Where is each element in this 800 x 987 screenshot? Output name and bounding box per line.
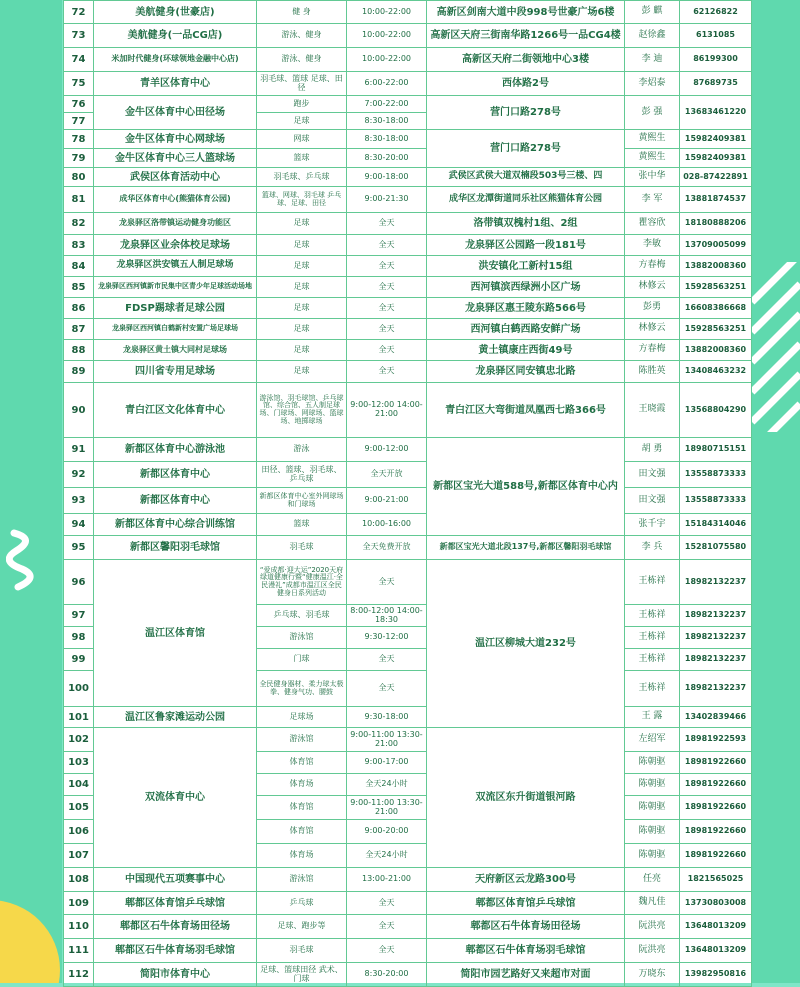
table-row — [64, 149, 752, 168]
row-number: 95 — [64, 536, 94, 560]
venue-address: 新都区宝光大道588号,新都区体育中心内 — [427, 438, 625, 536]
table-row — [64, 1, 752, 24]
row-number: 107 — [64, 844, 94, 868]
table-row — [64, 560, 752, 605]
venue-name: 青羊区体育中心 — [94, 72, 257, 96]
table-row — [64, 72, 752, 96]
open-time: 全天 — [347, 277, 427, 298]
open-time: 9:00-20:00 — [347, 820, 427, 844]
contact-person: 胡 勇 — [625, 438, 680, 462]
contact-phone: 15928563251 — [680, 277, 752, 298]
open-time: 8:30-18:00 — [347, 113, 427, 130]
venue-address: 西体路2号 — [427, 72, 625, 96]
table-row — [64, 514, 752, 536]
venue-project: 游泳馆、羽毛球馆、乒乓球馆、综合馆、五人制足球场、门球场、网球场、篮球场、地掷球场 — [257, 383, 347, 438]
contact-phone: 13648013209 — [680, 915, 752, 939]
venue-address: 双流区东升街道银河路 — [427, 728, 625, 868]
venue-table-sheet — [63, 0, 751, 983]
open-time: 9:00-12:00 14:00-21:00 — [347, 383, 427, 438]
contact-phone: 13558873333 — [680, 462, 752, 488]
open-time: 10:00-22:00 — [347, 48, 427, 72]
contact-person: 彭勇 — [625, 298, 680, 319]
row-number: 74 — [64, 48, 94, 72]
open-time: 8:30-20:00 — [347, 963, 427, 987]
venue-name: 美航健身(世豪店) — [94, 1, 257, 24]
contact-person: 陈朝驱 — [625, 820, 680, 844]
contact-person: 李敏 — [625, 235, 680, 256]
row-number: 105 — [64, 796, 94, 820]
row-number: 81 — [64, 187, 94, 213]
venue-project: 足球 — [257, 361, 347, 383]
contact-phone: 18981922660 — [680, 844, 752, 868]
contact-person: 彭 强 — [625, 96, 680, 130]
contact-person: 陈胜英 — [625, 361, 680, 383]
row-number: 92 — [64, 462, 94, 488]
table-row — [64, 340, 752, 361]
venue-address: 龙泉驿区同安镇忠北路 — [427, 361, 625, 383]
contact-phone: 13982950816 — [680, 963, 752, 987]
contact-phone: 18981922660 — [680, 796, 752, 820]
open-time: 9:00-12:00 — [347, 438, 427, 462]
venue-project: 乒乓球、羽毛球 — [257, 605, 347, 627]
venue-address: 天府新区云龙路300号 — [427, 868, 625, 892]
row-number: 103 — [64, 752, 94, 774]
row-number: 84 — [64, 256, 94, 277]
table-row — [64, 48, 752, 72]
open-time: 全天 — [347, 319, 427, 340]
row-number: 106 — [64, 820, 94, 844]
venue-project: 足球 — [257, 298, 347, 319]
venue-project: 足球场 — [257, 707, 347, 728]
row-number: 104 — [64, 774, 94, 796]
venue-project: 足球 — [257, 113, 347, 130]
contact-phone: 16608386668 — [680, 298, 752, 319]
contact-person: 瞿容欣 — [625, 213, 680, 235]
table-row — [64, 488, 752, 514]
contact-phone: 18982132237 — [680, 649, 752, 671]
venue-name: 新都区体育中心 — [94, 488, 257, 514]
contact-phone: 1821565025 — [680, 868, 752, 892]
contact-person: 王晓霞 — [625, 383, 680, 438]
open-time: 全天 — [347, 671, 427, 707]
contact-person: 陈朝驱 — [625, 796, 680, 820]
venue-project: 足球 — [257, 319, 347, 340]
table-row — [64, 892, 752, 915]
venue-project: 游泳、健身 — [257, 24, 347, 48]
venue-project: 全民健身器材、柔力球太极拳、健身气功、腰鼓 — [257, 671, 347, 707]
open-time: 13:00-21:00 — [347, 868, 427, 892]
row-number: 90 — [64, 383, 94, 438]
row-number: 87 — [64, 319, 94, 340]
contact-phone: 13881874537 — [680, 187, 752, 213]
table-row — [64, 213, 752, 235]
table-row — [64, 235, 752, 256]
contact-phone: 18982132237 — [680, 671, 752, 707]
venue-project: 体育场 — [257, 774, 347, 796]
venue-name: 米加时代健身(环球领地金融中心店) — [94, 48, 257, 72]
contact-phone: 18981922660 — [680, 774, 752, 796]
contact-person: 赵徐鑫 — [625, 24, 680, 48]
contact-person: 李 兵 — [625, 536, 680, 560]
open-time: 全天开放 — [347, 462, 427, 488]
row-number: 77 — [64, 113, 94, 130]
venue-address: 西河镇白鹤西路安鲜广场 — [427, 319, 625, 340]
row-number: 79 — [64, 149, 94, 168]
table-row — [64, 187, 752, 213]
open-time: 8:00-12:00 14:00-18:30 — [347, 605, 427, 627]
contact-person: 左绍军 — [625, 728, 680, 752]
contact-person: 张千宇 — [625, 514, 680, 536]
row-number: 94 — [64, 514, 94, 536]
venue-project: 足球 — [257, 235, 347, 256]
venue-address: 洪安镇化工新村15组 — [427, 256, 625, 277]
row-number: 82 — [64, 213, 94, 235]
contact-person: 田文强 — [625, 462, 680, 488]
open-time: 10:00-22:00 — [347, 1, 427, 24]
venue-name: 新都区体育中心综合训练馆 — [94, 514, 257, 536]
row-number: 102 — [64, 728, 94, 752]
venue-project: 体育馆 — [257, 820, 347, 844]
row-number: 80 — [64, 168, 94, 187]
row-number: 101 — [64, 707, 94, 728]
open-time: 全天 — [347, 915, 427, 939]
contact-person: 陈朝驱 — [625, 752, 680, 774]
open-time: 全天24小时 — [347, 844, 427, 868]
contact-person: 李 迪 — [625, 48, 680, 72]
contact-person: 阮洪亮 — [625, 939, 680, 963]
venue-project: 游泳 — [257, 438, 347, 462]
venue-address: 青白江区大弯街道凤凰西七路366号 — [427, 383, 625, 438]
venue-project: 足球、跑步等 — [257, 915, 347, 939]
venue-name: 龙泉驿区黄土镇大同村足球场 — [94, 340, 257, 361]
row-number: 110 — [64, 915, 94, 939]
contact-phone: 13568804290 — [680, 383, 752, 438]
venue-project: 游泳馆 — [257, 728, 347, 752]
contact-person: 方春梅 — [625, 340, 680, 361]
open-time: 9:00-21:00 — [347, 488, 427, 514]
open-time: 全天24小时 — [347, 774, 427, 796]
venue-address: 郫都区石牛体育场田径场 — [427, 915, 625, 939]
open-time: 全天免费开放 — [347, 536, 427, 560]
contact-person: 李 军 — [625, 187, 680, 213]
venue-project: 篮球 — [257, 514, 347, 536]
venue-project: 足球 — [257, 256, 347, 277]
contact-person: 方春梅 — [625, 256, 680, 277]
contact-person: 王栋祥 — [625, 627, 680, 649]
open-time: 9:00-11:00 13:30-21:00 — [347, 796, 427, 820]
venue-address: 营门口路278号 — [427, 130, 625, 168]
venue-project: “爱成都·迎大运”2020天府绿道健康行暨“健康温江·全民漫礼”成都市温江区全民健身日系列活动 — [257, 560, 347, 605]
contact-phone: 18981922593 — [680, 728, 752, 752]
table-row — [64, 130, 752, 149]
venue-name: 中国现代五项赛事中心 — [94, 868, 257, 892]
contact-person: 彭 麒 — [625, 1, 680, 24]
venue-address: 武侯区武侯大道双楠段503号三楼、四 — [427, 168, 625, 187]
contact-phone: 13730803008 — [680, 892, 752, 915]
venue-name: 金牛区体育中心田径场 — [94, 96, 257, 130]
venue-name: 武侯区体育活动中心 — [94, 168, 257, 187]
open-time: 9:30-12:00 — [347, 627, 427, 649]
venue-name: 郫都区石牛体育场田径场 — [94, 915, 257, 939]
contact-person: 王栋祥 — [625, 560, 680, 605]
open-time: 全天 — [347, 939, 427, 963]
venue-address: 新都区宝光大道北段137号,新都区馨阳羽毛球馆 — [427, 536, 625, 560]
venue-name: 龙泉驿区西河镇新市民集中区青少年足球活动场地 — [94, 277, 257, 298]
open-time: 全天 — [347, 649, 427, 671]
row-number: 83 — [64, 235, 94, 256]
venue-project: 羽毛球 — [257, 939, 347, 963]
contact-person: 阮洪亮 — [625, 915, 680, 939]
open-time: 8:30-18:00 — [347, 130, 427, 149]
venue-name: 龙泉驿区西河镇白鹤新村安置广场足球场 — [94, 319, 257, 340]
venue-name: 四川省专用足球场 — [94, 361, 257, 383]
venue-project: 篮球 — [257, 149, 347, 168]
venue-project: 体育馆 — [257, 796, 347, 820]
table-row — [64, 462, 752, 488]
venue-name: 新都区体育中心游泳池 — [94, 438, 257, 462]
yellow-corner-decoration-icon — [0, 830, 70, 983]
contact-phone: 18981922660 — [680, 820, 752, 844]
open-time: 全天 — [347, 256, 427, 277]
venue-name: 温江区体育馆 — [94, 560, 257, 707]
venue-name: 双流体育中心 — [94, 728, 257, 868]
contact-phone: 62126822 — [680, 1, 752, 24]
contact-phone: 18980715151 — [680, 438, 752, 462]
row-number: 108 — [64, 868, 94, 892]
contact-phone: 18982132237 — [680, 560, 752, 605]
contact-phone: 13408463232 — [680, 361, 752, 383]
table-row — [64, 361, 752, 383]
squiggle-decoration-icon — [6, 525, 46, 595]
venue-address: 成华区龙潭街道同乐社区熊猫体育公园 — [427, 187, 625, 213]
venue-project: 田径、篮球、羽毛球、乒乓球 — [257, 462, 347, 488]
venue-project: 游泳馆 — [257, 627, 347, 649]
row-number: 73 — [64, 24, 94, 48]
row-number: 89 — [64, 361, 94, 383]
contact-person: 陈朝驱 — [625, 844, 680, 868]
row-number: 86 — [64, 298, 94, 319]
right-decorative-band — [752, 0, 800, 983]
venue-name: 金牛区体育中心三人篮球场 — [94, 149, 257, 168]
venue-name: 龙泉驿区洛带镇运动健身功能区 — [94, 213, 257, 235]
venue-project: 足球 — [257, 340, 347, 361]
venue-project: 网球 — [257, 130, 347, 149]
venue-name: 简阳市体育中心 — [94, 963, 257, 987]
row-number: 75 — [64, 72, 94, 96]
contact-person: 王栋祥 — [625, 649, 680, 671]
row-number: 100 — [64, 671, 94, 707]
venue-name: 龙泉驿区洪安镇五人制足球场 — [94, 256, 257, 277]
table-row — [64, 438, 752, 462]
row-number: 112 — [64, 963, 94, 987]
venue-name: 温江区鲁家滩运动公园 — [94, 707, 257, 728]
venue-address: 龙泉驿区公园路一段181号 — [427, 235, 625, 256]
open-time: 6:00-22:00 — [347, 72, 427, 96]
contact-phone: 15281075580 — [680, 536, 752, 560]
venue-project: 门球 — [257, 649, 347, 671]
contact-person: 万晓东 — [625, 963, 680, 987]
contact-phone: 18982132237 — [680, 627, 752, 649]
open-time: 全天 — [347, 892, 427, 915]
contact-phone: 15928563251 — [680, 319, 752, 340]
venue-project: 羽毛球、篮球 足球、田径 — [257, 72, 347, 96]
table-row — [64, 319, 752, 340]
venue-name: 成华区体育中心(熊猫体育公园) — [94, 187, 257, 213]
contact-phone: 6131085 — [680, 24, 752, 48]
stripes-decoration-icon — [752, 262, 800, 432]
venue-project: 篮球、网球、羽毛球 乒乓球、足球、田径 — [257, 187, 347, 213]
venue-address: 高新区天府二街领地中心3楼 — [427, 48, 625, 72]
venue-project: 健 身 — [257, 1, 347, 24]
row-number: 91 — [64, 438, 94, 462]
contact-phone: 87689735 — [680, 72, 752, 96]
table-row — [64, 728, 752, 752]
contact-phone: 18180888206 — [680, 213, 752, 235]
contact-phone: 028-87422891 — [680, 168, 752, 187]
venue-address: 高新区剑南大道中段998号世豪广场6楼 — [427, 1, 625, 24]
contact-phone: 13882008360 — [680, 256, 752, 277]
row-number: 72 — [64, 1, 94, 24]
venue-name: 龙泉驿区业余体校足球场 — [94, 235, 257, 256]
row-number: 85 — [64, 277, 94, 298]
open-time: 全天 — [347, 361, 427, 383]
venue-project: 游泳、健身 — [257, 48, 347, 72]
venue-project: 体育馆 — [257, 752, 347, 774]
row-number: 97 — [64, 605, 94, 627]
venue-address: 龙泉驿区惠王陵东路566号 — [427, 298, 625, 319]
open-time: 全天 — [347, 235, 427, 256]
contact-phone: 13648013209 — [680, 939, 752, 963]
row-number: 78 — [64, 130, 94, 149]
row-number: 96 — [64, 560, 94, 605]
open-time: 10:00-22:00 — [347, 24, 427, 48]
contact-person: 王栋祥 — [625, 671, 680, 707]
venue-table — [63, 0, 752, 987]
venue-address: 黄土镇康庄西街49号 — [427, 340, 625, 361]
venue-name: 美航健身(一品CG店) — [94, 24, 257, 48]
venue-address: 郫都区体育馆乒乓球馆 — [427, 892, 625, 915]
table-row — [64, 24, 752, 48]
contact-person: 黄熙生 — [625, 149, 680, 168]
venue-address: 郫都区石牛体育场羽毛球馆 — [427, 939, 625, 963]
open-time: 全天 — [347, 213, 427, 235]
contact-phone: 15982409381 — [680, 130, 752, 149]
table-row — [64, 96, 752, 113]
open-time: 8:30-20:00 — [347, 149, 427, 168]
contact-person: 李炤泰 — [625, 72, 680, 96]
venue-name: 金牛区体育中心网球场 — [94, 130, 257, 149]
open-time: 7:00-22:00 — [347, 96, 427, 113]
contact-phone: 13882008360 — [680, 340, 752, 361]
row-number: 93 — [64, 488, 94, 514]
venue-address: 营门口路278号 — [427, 96, 625, 130]
open-time: 9:00-17:00 — [347, 752, 427, 774]
contact-phone: 18982132237 — [680, 605, 752, 627]
row-number: 99 — [64, 649, 94, 671]
row-number: 98 — [64, 627, 94, 649]
row-number: 76 — [64, 96, 94, 113]
venue-project: 羽毛球、乒乓球 — [257, 168, 347, 187]
venue-name: 新都区体育中心 — [94, 462, 257, 488]
venue-address: 简阳市园艺路好又来超市对面 — [427, 963, 625, 987]
open-time: 10:00-16:00 — [347, 514, 427, 536]
table-row — [64, 915, 752, 939]
contact-person: 林修云 — [625, 319, 680, 340]
table-row — [64, 298, 752, 319]
venue-name: FDSP踢球者足球公园 — [94, 298, 257, 319]
open-time: 9:00-11:00 13:30-21:00 — [347, 728, 427, 752]
row-number: 111 — [64, 939, 94, 963]
open-time: 9:00-18:00 — [347, 168, 427, 187]
venue-project: 新都区体育中心室外网球场和门球场 — [257, 488, 347, 514]
venue-project: 足球、篮球田径 武术、门球 — [257, 963, 347, 987]
contact-person: 王 露 — [625, 707, 680, 728]
open-time: 全天 — [347, 340, 427, 361]
venue-address: 洛带镇双槐村1组、2组 — [427, 213, 625, 235]
contact-person: 魏凡佳 — [625, 892, 680, 915]
venue-project: 跑步 — [257, 96, 347, 113]
table-row — [64, 168, 752, 187]
contact-phone: 15982409381 — [680, 149, 752, 168]
venue-project: 乒乓球 — [257, 892, 347, 915]
table-row — [64, 256, 752, 277]
open-time: 9:30-18:00 — [347, 707, 427, 728]
table-row — [64, 536, 752, 560]
contact-phone: 13683461220 — [680, 96, 752, 130]
open-time: 全天 — [347, 298, 427, 319]
contact-phone: 15184314046 — [680, 514, 752, 536]
venue-address: 温江区柳城大道232号 — [427, 560, 625, 728]
open-time: 9:00-21:30 — [347, 187, 427, 213]
table-row — [64, 707, 752, 728]
contact-person: 任亮 — [625, 868, 680, 892]
open-time: 全天 — [347, 560, 427, 605]
contact-phone: 86199300 — [680, 48, 752, 72]
venue-project: 游泳馆 — [257, 868, 347, 892]
venue-name: 新都区馨阳羽毛球馆 — [94, 536, 257, 560]
table-row — [64, 277, 752, 298]
venue-project: 羽毛球 — [257, 536, 347, 560]
venue-name: 郫都区体育馆乒乓球馆 — [94, 892, 257, 915]
table-row — [64, 383, 752, 438]
venue-address: 高新区天府三街南华路1266号一品CG4楼 — [427, 24, 625, 48]
table-row — [64, 868, 752, 892]
table-row — [64, 939, 752, 963]
contact-person: 张中华 — [625, 168, 680, 187]
row-number: 109 — [64, 892, 94, 915]
venue-project: 足球 — [257, 277, 347, 298]
contact-person: 黄熙生 — [625, 130, 680, 149]
contact-person: 陈朝驱 — [625, 774, 680, 796]
contact-phone: 13558873333 — [680, 488, 752, 514]
contact-person: 田文强 — [625, 488, 680, 514]
venue-name: 青白江区文化体育中心 — [94, 383, 257, 438]
row-number: 88 — [64, 340, 94, 361]
contact-phone: 13402839466 — [680, 707, 752, 728]
venue-project: 足球 — [257, 213, 347, 235]
contact-phone: 13709005099 — [680, 235, 752, 256]
contact-person: 林修云 — [625, 277, 680, 298]
venue-address: 西河镇滨西绿洲小区广场 — [427, 277, 625, 298]
venue-name: 郫都区石牛体育场羽毛球馆 — [94, 939, 257, 963]
contact-phone: 18981922660 — [680, 752, 752, 774]
contact-person: 王栋祥 — [625, 605, 680, 627]
venue-project: 体育场 — [257, 844, 347, 868]
